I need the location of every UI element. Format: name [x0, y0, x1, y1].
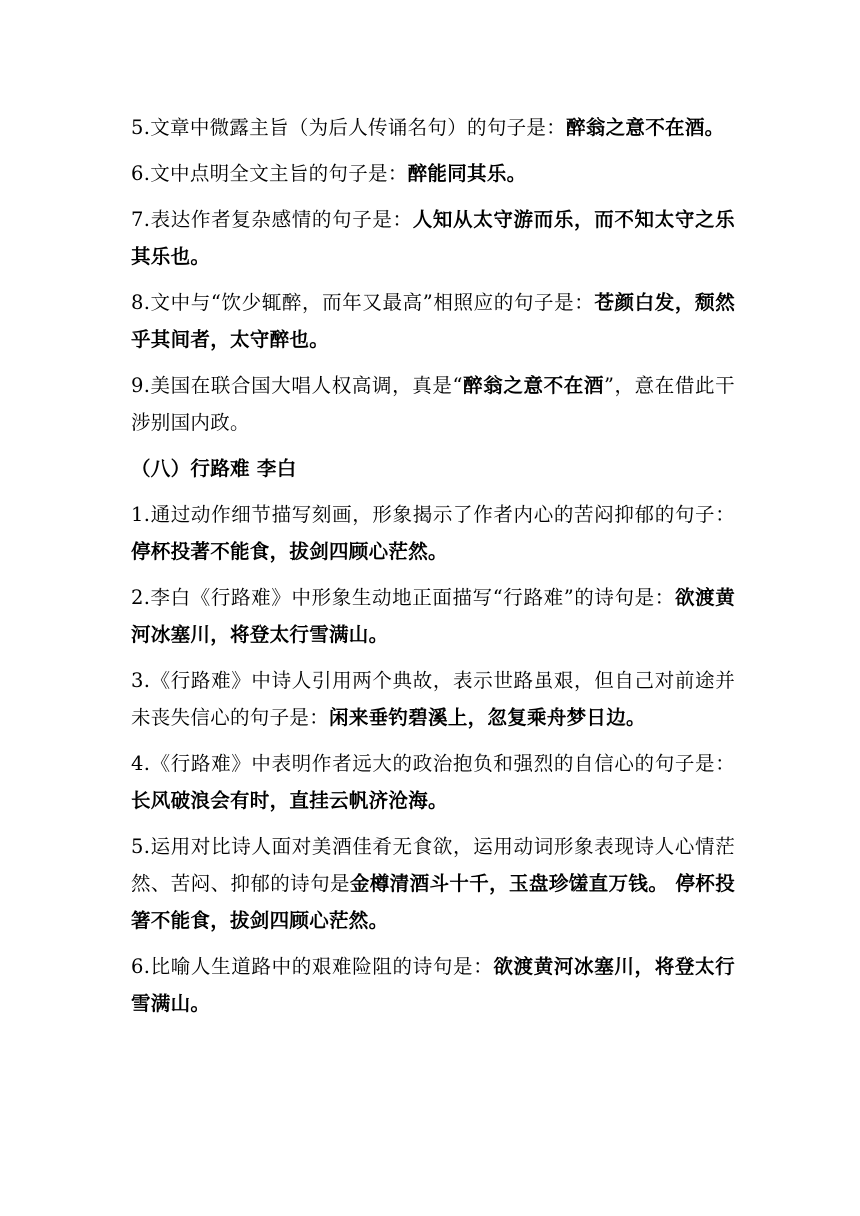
item-number: 1.: [131, 503, 151, 526]
item-answer: 欲渡黄河冰塞川，将登太行雪满山。: [131, 955, 735, 1015]
list-item: [131, 496, 735, 570]
list-item: [131, 155, 735, 192]
item-question: 《行路难》中表明作者远大的政治抱负和强烈的自信心的句子是：: [150, 752, 735, 775]
item-answer: 长风破浪会有时，直挂云帆济沧海。: [131, 789, 448, 812]
item-number: 5.: [131, 116, 151, 139]
item-answer: 苍颜白发，颓然乎其间者，太守醉也。: [131, 291, 735, 351]
item-text-after: ”，意在借此干涉别国内政。: [131, 374, 735, 434]
item-text-before: 美国在联合国大唱人权高调，真是“: [150, 374, 463, 397]
item-question: 文中点明全文主旨的句子是：: [150, 162, 408, 185]
item-number: 7.: [131, 208, 151, 231]
item-question: 运用对比诗人面对美酒佳肴无食欲，运用动词形象表现诗人心情茫然、苦闷、抑郁的诗句是: [131, 835, 735, 895]
document-page: [131, 109, 735, 1031]
list-item: [131, 828, 735, 939]
item-question: 文中与“饮少辄醉，而年又最高”相照应的句子是：: [150, 291, 595, 314]
item-number: 4.: [131, 752, 151, 775]
item-answer: 醉能同其乐。: [407, 162, 527, 185]
item-question: 通过动作细节描写刻画，形象揭示了作者内心的苦闷抑郁的句子：: [150, 503, 735, 526]
item-question: 表达作者复杂感情的句子是：: [150, 208, 413, 231]
item-number: 3.: [131, 669, 151, 692]
item-answer: 醉翁之意不在酒。: [566, 116, 725, 139]
list-item: [131, 579, 735, 653]
item-number: 6.: [131, 162, 151, 185]
item-number: 5.: [131, 835, 151, 858]
item-bold-phrase: 醉翁之意不在酒: [462, 374, 604, 397]
item-question: 文章中微露主旨（为后人传诵名句）的句子是：: [150, 116, 567, 139]
list-item: [131, 745, 735, 819]
list-item: [131, 201, 735, 275]
item-number: 6.: [131, 955, 151, 978]
item-question: 李白《行路难》中形象生动地正面描写“行路难”的诗句是：: [150, 586, 675, 609]
item-answer: 金樽清酒斗十千，玉盘珍馐直万钱。 停杯投箸不能食，拔剑四顾心茫然。: [131, 872, 735, 932]
item-number: 9.: [131, 374, 151, 397]
list-item: [131, 662, 735, 736]
item-question: 比喻人生道路中的艰难险阻的诗句是：: [150, 955, 494, 978]
item-question: 《行路难》中诗人引用两个典故，表示世路虽艰，但自己对前途并未丧失信心的句子是：: [131, 669, 735, 729]
item-number: 2.: [131, 586, 151, 609]
item-answer: 人知从太守游而乐，而不知太守之乐其乐也。: [131, 208, 735, 268]
list-item: [131, 948, 735, 1022]
item-answer: 闲来垂钓碧溪上，忽复乘舟梦日边。: [329, 706, 646, 729]
list-item: [131, 109, 735, 146]
list-item: [131, 284, 735, 358]
item-answer: 欲渡黄河冰塞川，将登太行雪满山。: [131, 586, 735, 646]
item-answer: 停杯投著不能食，拔剑四顾心茫然。: [131, 540, 448, 563]
list-item: [131, 367, 735, 441]
section-heading: （八）行路难 李白: [131, 457, 297, 480]
item-number: 8.: [131, 291, 151, 314]
